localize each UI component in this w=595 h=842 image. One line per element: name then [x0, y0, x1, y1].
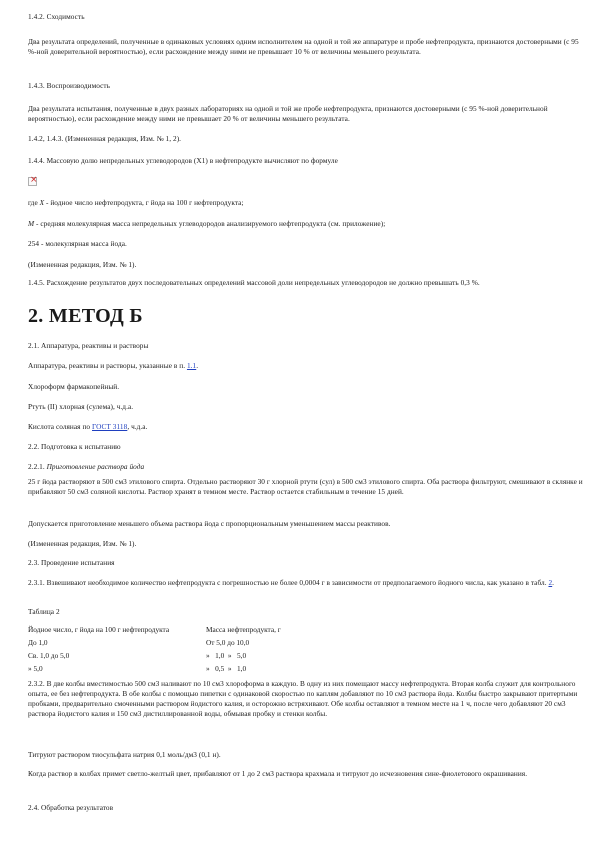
titration-note: Титруют раствором тиосульфата натрия 0,1 моль/дм3 (0,1 н). — [28, 750, 221, 759]
edit-note-1: 1.4.2, 1.4.3. (Измененная редакция, Изм. № 1, 2). — [28, 134, 182, 143]
reagent-acid: Кислота соляная по ГОСТ 3118, ч.д.а. — [28, 422, 148, 431]
link-gost-3118[interactable]: ГОСТ 3118 — [92, 422, 128, 431]
edit-note-2: (Измененная редакция, Изм. № 1). — [28, 260, 137, 269]
starch-note: Когда раствор в колбах примет светло-желтый цвет, прибавляют от 1 до 2 см3 раствора крахмала и титруют до исчезновения сине-фиолетового окрашивания. — [28, 769, 528, 778]
reagent-mercury: Ртуть (II) хлорная (сулема), ч.д.а. — [28, 402, 134, 411]
section-2-3: 2.3. Проведение испытания — [28, 558, 115, 567]
formula-image-broken-icon — [28, 177, 37, 186]
table-cell: » 1,0 » 5,0 — [206, 651, 247, 660]
formula-legend-254: 254 - молекулярная масса йода. — [28, 239, 127, 248]
section-1-4-2-title: 1.4.2. Сходимость — [28, 12, 85, 21]
table-cell: До 1,0 — [28, 638, 48, 647]
table-row — [28, 651, 358, 664]
table-cell: От 5,0 до 10,0 — [206, 638, 250, 647]
smaller-volume-note: Допускается приготовление меньшего объема раствора йода с пропорциональным уменьшением массы реактивов. — [28, 519, 391, 528]
section-1-4-3-text: Два результата испытания, полученные в двух разных лабораториях на одной и той же пробе нефтепродукта, признаются достоверными (с 95 %-ной доверительной вероятностью), если расхождение между ними не превышает 20 % от величины меньшего результата. — [28, 104, 548, 123]
section-2-4: 2.4. Обработка результатов — [28, 803, 114, 812]
section-2-1-text: Аппаратура, реактивы и растворы, указанные в п. 1.1. — [28, 361, 199, 370]
formula-legend-m: М - средняя молекулярная масса непредельных углеводородов анализируемого нефтепродукта (см. приложение); — [28, 219, 386, 228]
link-table-2[interactable]: 2 — [548, 578, 553, 587]
iodine-table — [28, 625, 358, 677]
table-header-cell: Масса нефтепродукта, г — [206, 625, 281, 634]
edit-note-3: (Измененная редакция, Изм. № 1). — [28, 539, 137, 548]
section-1-4-2-text: Два результата определений, полученные в одинаковых условиях одним исполнителем на одной и той же аппаратуре и пробе нефтепродукта, признаются достоверными (с 95 %-ной доверительной вероятностью), если расхождение между ними не превышает 10 % от величины меньшего результата. — [28, 37, 579, 56]
table-cell: Св. 1,0 до 5,0 — [28, 651, 70, 660]
reagent-chloroform: Хлороформ фармакопейный. — [28, 382, 120, 391]
section-2-1: 2.1. Аппаратура, реактивы и растворы — [28, 341, 149, 350]
table-row — [28, 664, 358, 677]
section-2-2: 2.2. Подготовка к испытанию — [28, 442, 121, 451]
section-2-2-1-title: 2.2.1. Приготовление раствора йода — [28, 462, 145, 471]
section-1-4-4: 1.4.4. Массовую долю непредельных углеводородов (Х1) в нефтепродукте вычисляют по формуле — [28, 156, 338, 165]
heading-method-b: 2. МЕТОД Б — [28, 305, 143, 327]
table-cell: » 5,0 — [28, 664, 43, 673]
section-1-4-5: 1.4.5. Расхождение результатов двух последовательных определений массовой доли непредельных углеводородов не должно превышать 0,3 %. — [28, 278, 480, 287]
table-row — [28, 638, 358, 651]
section-1-4-3-title: 1.4.3. Воспроизводимость — [28, 81, 111, 90]
link-1-1[interactable]: 1.1 — [186, 361, 197, 370]
section-2-2-1-text: 25 г йода растворяют в 500 см3 этилового спирта. Отдельно растворяют 30 г хлорной ртути (сул) в 500 см3 этилового спирта. Оба раствора фильтруют, смешивают в склянке и прибавляют 50 см3 соляной кислоты. Раствор хранят в темном месте. Раствор остается стабильным в течение 15 дней. — [28, 477, 583, 496]
table-header-row — [28, 625, 358, 638]
table-header-cell: Йодное число, г йода на 100 г нефтепродукта — [28, 625, 170, 634]
table-cell: » 0,5 » 1,0 — [206, 664, 247, 673]
formula-legend-x: где Х - йодное число нефтепродукта, г йода на 100 г нефтепродукта; — [28, 198, 244, 207]
table-caption: Таблица 2 — [28, 607, 60, 616]
section-2-3-1: 2.3.1. Взвешивают необходимое количество нефтепродукта с погрешностью не более 0,0004 г в зависимости от предполагаемого йодного числа, как указано в табл. 2. — [28, 578, 555, 587]
section-2-3-2: 2.3.2. В две колбы вместимостью 500 см3 наливают по 10 см3 хлороформа в каждую. В одну из них помещают массу нефтепродукта. Вторая колба служит для контрольного опыта, ее без нефтепродукта. В обе колбы с помощью пипетки с одинаковой скоростью по каплям добавляют по 10 см3 раствора йода. Колбы быстро закрывают притертыми пробками, предварительно смоченными раствором йодистого калия, и осторожно встряхивают. Обе колбы оставляют в темном месте на 1 ч, после чего добавляют 20 см3 раствора йодистого калия и 150 см3 дистиллированной воды, обмывая пробку и стенки колбы. — [28, 679, 578, 718]
